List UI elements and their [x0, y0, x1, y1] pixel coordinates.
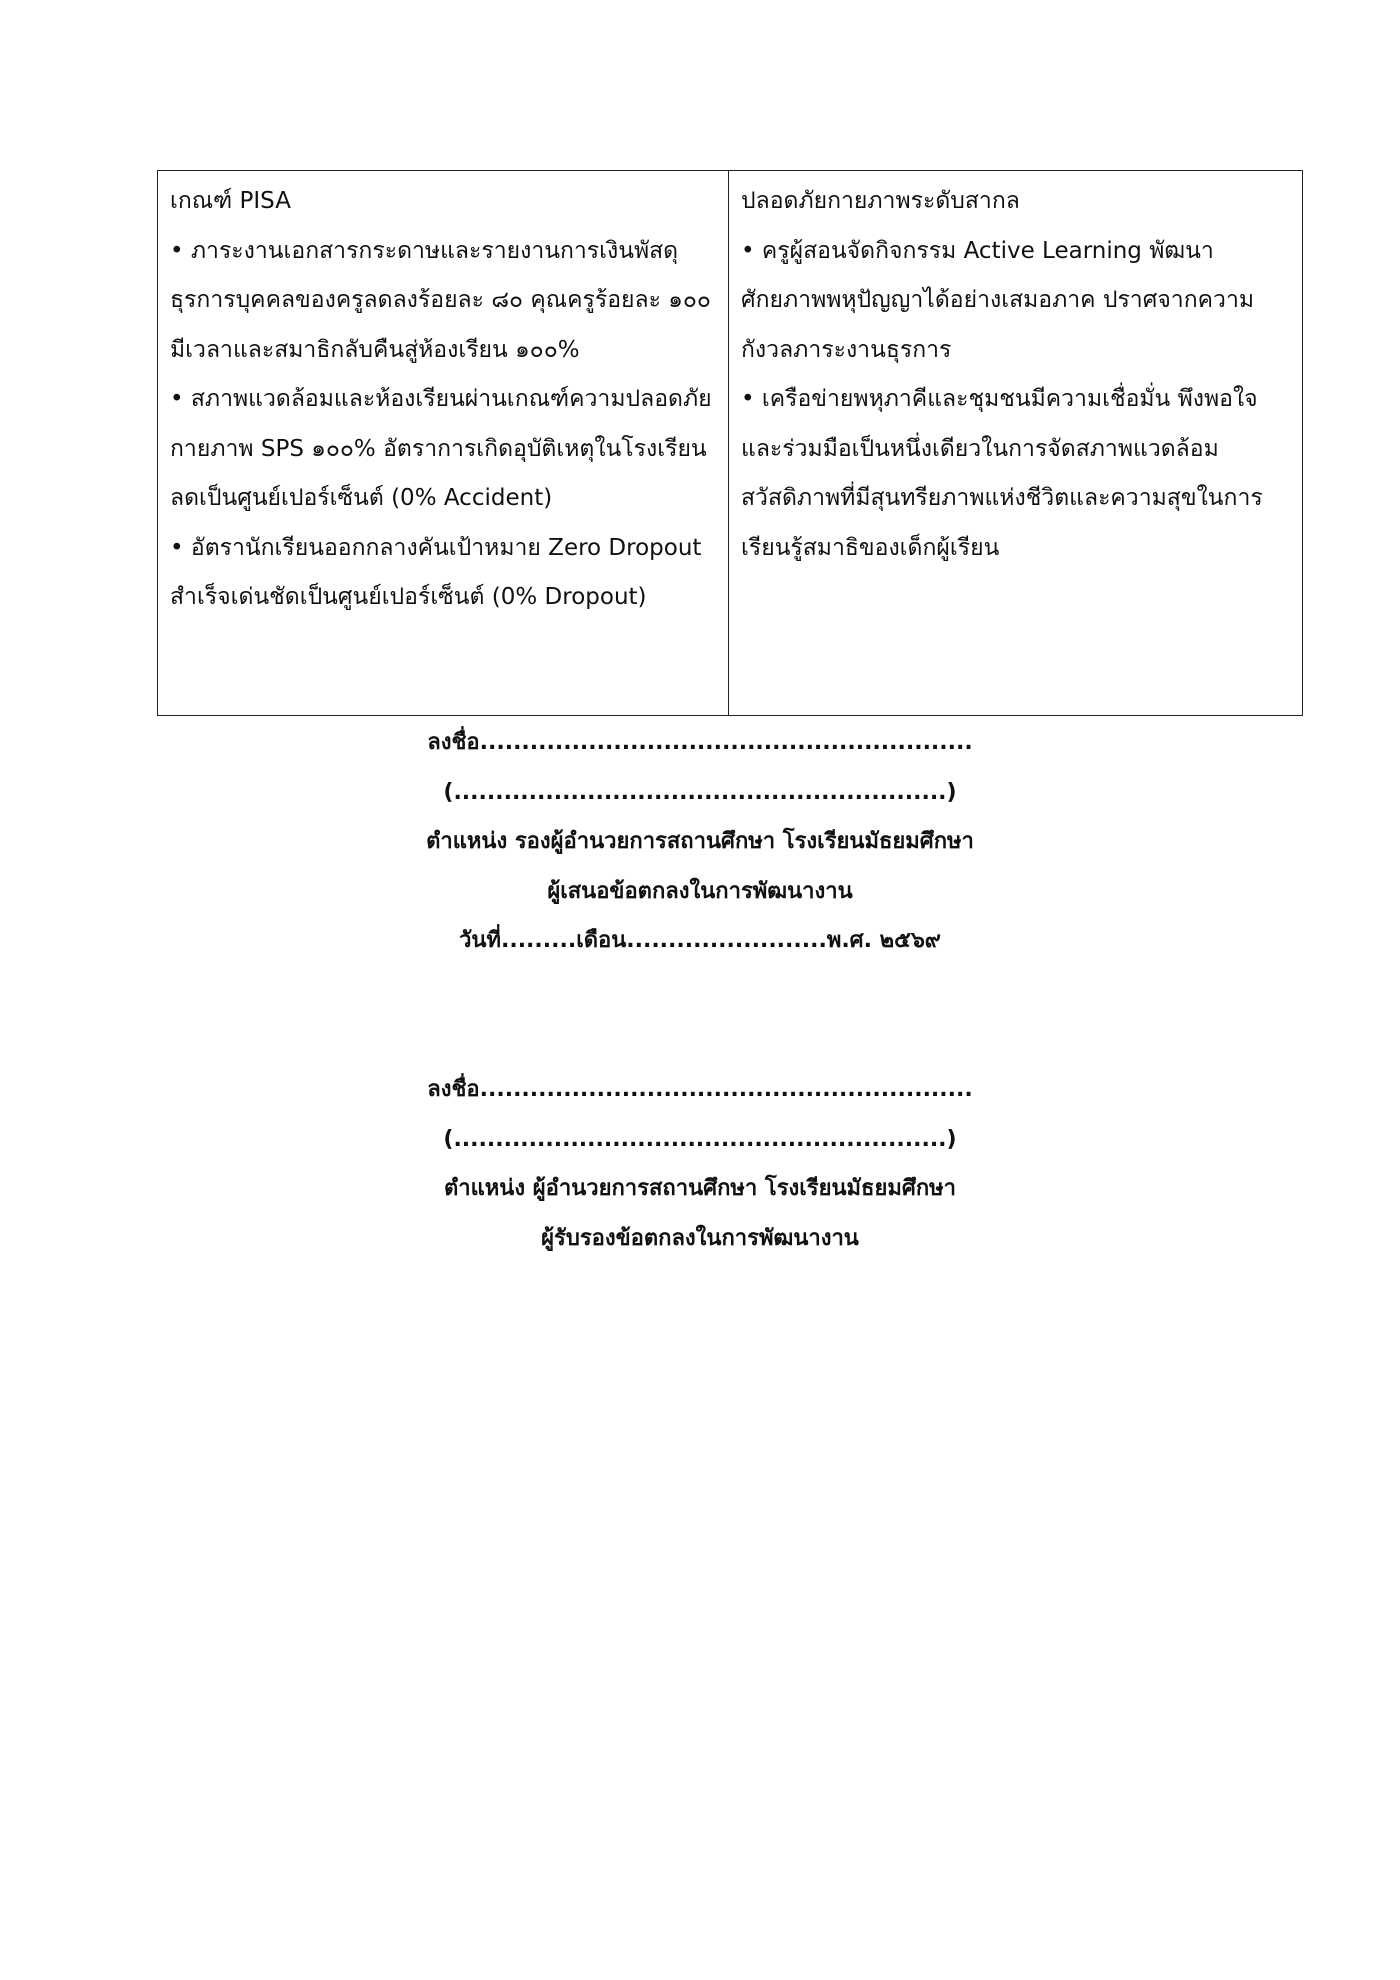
table-row	[158, 171, 1303, 716]
position-line: ตำแหน่ง รองผู้อำนวยการสถานศึกษา โรงเรียนมัธยมศึกษา	[426, 829, 974, 854]
left-column-cell	[158, 171, 729, 716]
right-cell-heading: ปลอดภัยกายภาพระดับสากล	[741, 188, 1020, 214]
approver-signature-block	[0, 1065, 1400, 1263]
position-line: ตำแหน่ง ผู้อำนวยการสถานศึกษา โรงเรียนมัธยมศึกษา	[443, 1176, 957, 1201]
sign-line: ลงชื่อ...........................................................	[427, 730, 973, 755]
role-line: ผู้เสนอข้อตกลงในการพัฒนางาน	[547, 878, 853, 904]
right-bullet-network: • เครือข่ายพหุภาคีและชุมชนมีความเชื่อมั่น พึงพอใจและร่วมมือเป็นหนึ่งเดียวในการจัดสภาพแวดล้อมสวัสดิภาพที่มีสุนทรียภาพแห่งชีวิตและความสุขในการเรียนรู้สมาธิของเด็กผู้เรียน	[741, 386, 1263, 561]
left-bullet-dropout: • อัตรานักเรียนออกกลางคันเป้าหมาย Zero Dropout สำเร็จเด่นชัดเป็นศูนย์เปอร์เซ็นต์ (0% Dropout)	[170, 534, 702, 610]
left-cell-heading: เกณฑ์ PISA	[170, 188, 291, 214]
left-bullet-paperwork: • ภาระงานเอกสารกระดาษและรายงานการเงินพัสดุธุรการบุคคลของครูลดลงร้อยละ ๘๐ คุณครูร้อยละ ๑๐๐ มีเวลาและสมาธิกลับคืนสู่ห้องเรียน ๑๐๐%	[170, 237, 711, 363]
name-line: (...........................................................)	[443, 1126, 957, 1152]
results-table	[157, 170, 1303, 716]
right-column-cell	[729, 171, 1303, 716]
sign-line: ลงชื่อ...........................................................	[427, 1077, 973, 1102]
right-bullet-active-learning: • ครูผู้สอนจัดกิจกรรม Active Learning พัฒนาศักยภาพพหุปัญญาได้อย่างเสมอภาค ปราศจากความกังวลภาระงานธุรการ	[741, 237, 1255, 363]
date-line: วันที่.........เดือน........................พ.ศ. ๒๕๖๙	[459, 928, 941, 953]
left-bullet-safety: • สภาพแวดล้อมและห้องเรียนผ่านเกณฑ์ความปลอดภัยกายภาพ SPS ๑๐๐% อัตราการเกิดอุบัติเหตุในโรงเรียนลดเป็นศูนย์เปอร์เซ็นต์ (0% Accident)	[170, 386, 712, 511]
proposer-signature-block	[0, 718, 1400, 966]
role-line: ผู้รับรองข้อตกลงในการพัฒนางาน	[541, 1225, 859, 1251]
name-line: (...........................................................)	[443, 779, 957, 805]
